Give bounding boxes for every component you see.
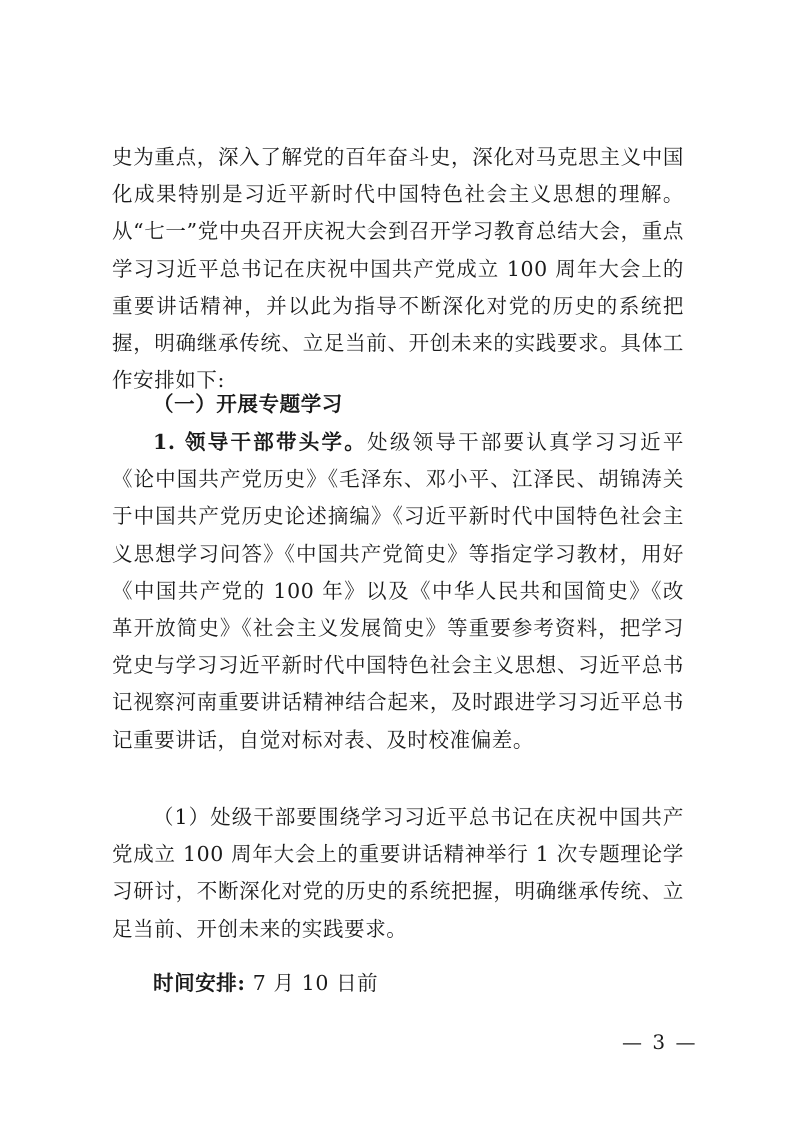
subitem1-block [112, 799, 684, 948]
item1-body: 处级领导干部要认真学习习近平《论中国共产党历史》《毛泽东、邓小平、江泽民、胡锦涛关于中国共产党历史论述摘编》《习近平新时代中国特色社会主义思想学习问答》《中国共产党简史》等指定学习教材，用好《中国共产党的 100 年》以及《中华人民共和国简史》《改革开放简史》《社会主义发展简史》等重要参考资料，把学习党史与学习习近平新时代中国特色社会主义思想、习近平总书记视察河南重要讲话精神结合起来，及时跟进学习习近平总书记重要讲话，自觉对标对表、及时校准偏差。 [112, 430, 685, 752]
item1-title: 1. 领导干部带头学。 [153, 430, 368, 454]
item1-paragraph [112, 424, 684, 759]
subitem1-paragraph: （1）处级干部要围绕学习习近平总书记在庆祝中国共产党成立 100 周年大会上的重要讲话精神举行 1 次专题理论学习研讨，不断深化对党的历史的系统把握，明确继承传统、立足当前、开创未来的实践要求。 [112, 805, 684, 941]
time-arrangement-value: 7 月 10 日前 [245, 971, 379, 995]
time-arrangement-label: 时间安排: [153, 971, 246, 995]
page-number: — 3 — [622, 1030, 698, 1054]
time-arrangement [112, 965, 684, 1002]
intro-paragraph: 史为重点，深入了解党的百年奋斗史，深化对马克思主义中国化成果特别是习近平新时代中国特色社会主义思想的理解。从“七一”党中央召开庆祝大会到召开学习教育总结大会，重点学习习近平总书记在庆祝中国共产党成立 100 周年大会上的重要讲话精神，并以此为指导不断深化对党的历史的系统把握，明确继承传统、立足当前、开创未来的实践要求。具体工作安排如下: [112, 145, 684, 393]
section-heading-block [112, 386, 684, 423]
section-heading: （一）开展专题学习 [153, 392, 343, 416]
intro-paragraph-block [112, 139, 684, 399]
time-arrangement-block [112, 965, 684, 1002]
item1-block [112, 424, 684, 759]
